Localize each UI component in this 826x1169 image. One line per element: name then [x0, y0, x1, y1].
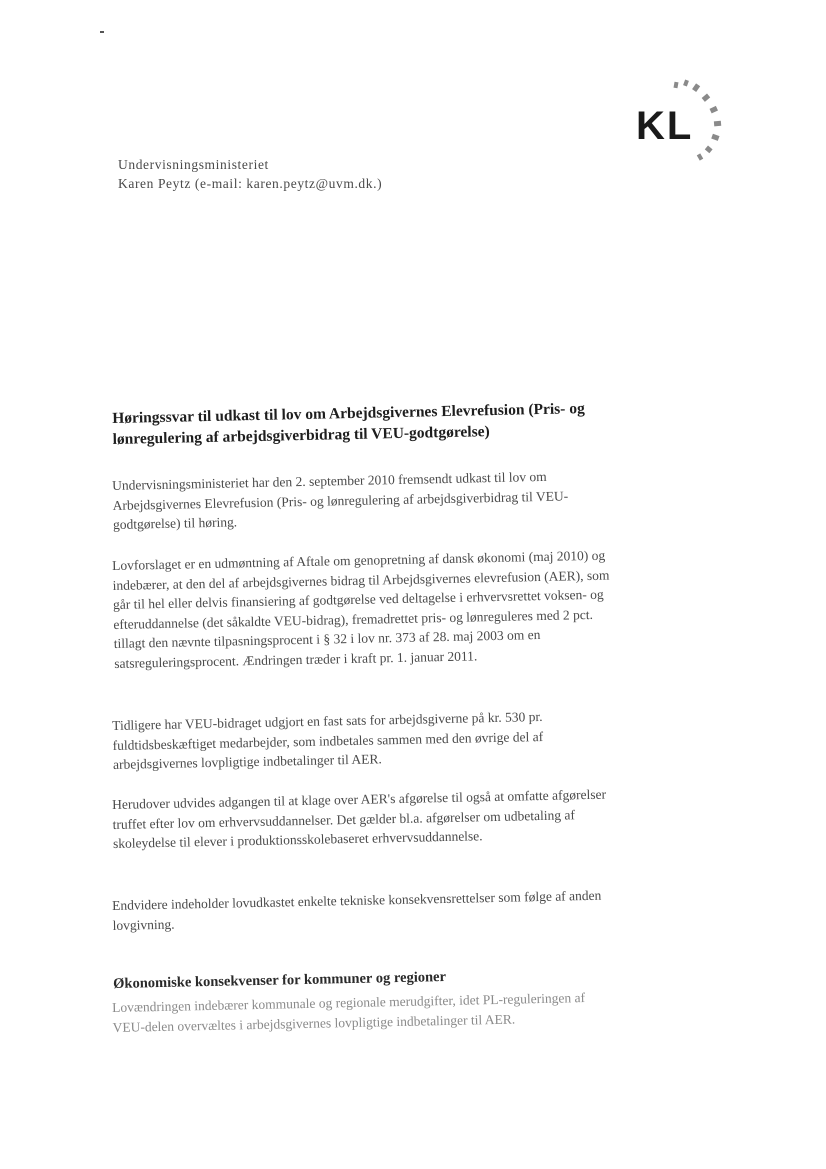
- section-heading: Økonomiske konsekvenser for kommuner og regioner: [113, 969, 447, 992]
- document-title: Høringssvar til udkast til lov om Arbejdsgivernes Elevrefusion (Pris- og lønregulering af arbejdsgiverbidrag til VEU-godtgørelse): [112, 400, 585, 448]
- recipient-contact: Karen Peytz (e-mail: karen.peytz@uvm.dk.): [118, 176, 383, 191]
- section-body: Lovændringen indebærer kommunale og regionale merudgifter, idet PL-reguleringen af VEU-delen overvæltes i arbejdsgivernes lovpligtige indbetalinger til AER.: [112, 990, 586, 1035]
- paragraph-endvidere: Endvidere indeholder lovudkastet enkelte tekniske konsekvensrettelser som følge af anden lovgivning.: [112, 887, 602, 933]
- recipient-name: Undervisningsministeriet: [118, 157, 269, 172]
- paragraph-tidligere: Tidligere har VEU-bidraget udgjort en fast sats for arbejdsgiverne på kr. 530 pr. fuldtidsbeskæftiget medarbejder, som indbetales sammen med den øvrige del af arbejdsgivernes lovpligtige indbetalinger til AER.: [112, 708, 544, 772]
- paragraph-lovforslag: Lovforslaget er en udmøntning af Aftale om genopretning af dansk økonomi (maj 2010) og indebærer, at den del af arbejdsgivernes bidrag til Arbejdsgivernes elevrefusion (AER), som går til hel eller delvis finansiering af godtgørelse ved deltagelse i erhvervsrettet voksen- og efteruddannelse (det såkaldte VEU-bidrag), fremadrettet pris- og lønreguleres med 2 pct. tillagt den nævnte tilpasningsprocent i § 32 i lov nr. 373 af 28. maj 2003 om en satsreguleringsprocent. Ændringen træder i kraft pr. 1. januar 2011.: [112, 547, 610, 671]
- scan-speck: [100, 31, 104, 33]
- paragraph-herudover: Herudover udvides adgangen til at klage over AER's afgørelse til også at omfatte afgørelser truffet efter lov om erhvervsuddannelser. Det gælder bl.a. afgørelser om udbetaling af skoleydelse til elever i produktionsskolebaseret erhvervsuddannelse.: [112, 786, 607, 851]
- kl-logo: [632, 72, 732, 172]
- paragraph-intro: Undervisningsministeriet har den 2. september 2010 fremsendt udkast til lov om Arbejdsgivernes Elevrefusion (Pris- og lønregulering af arbejdsgiverbidrag til VEU-godtgørelse) til høring.: [112, 468, 569, 532]
- logo-text: KL: [636, 104, 694, 148]
- recipient-block: [118, 155, 382, 193]
